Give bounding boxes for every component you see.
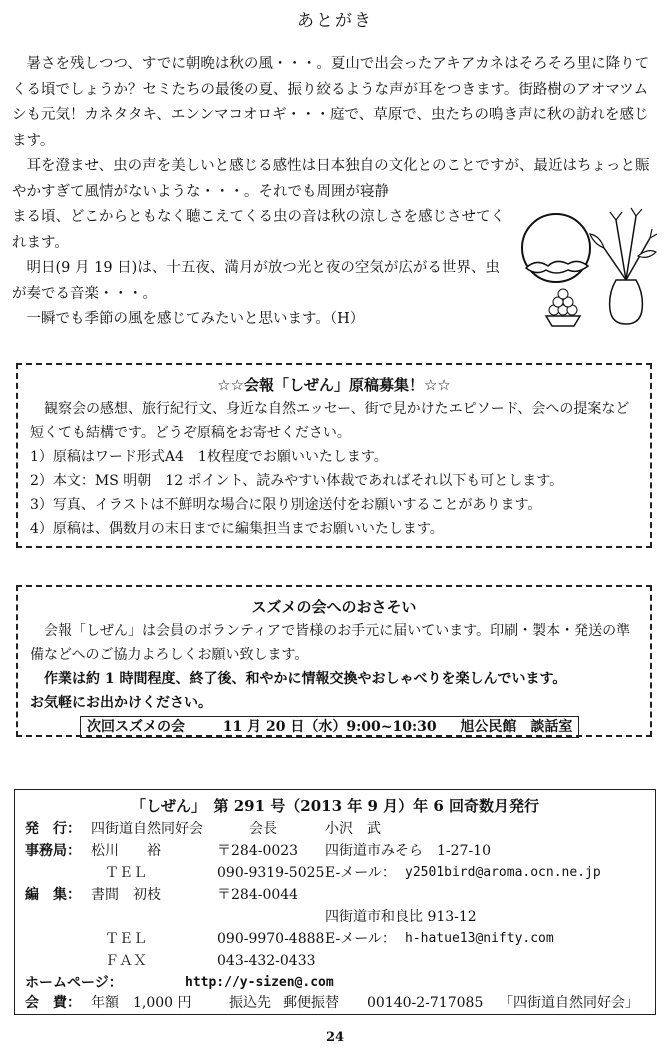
editor-email-label: E-メール：: [325, 931, 396, 947]
moon-viewing-illustration: [518, 198, 660, 328]
suzume-intro: 会報「しぜん」は会員のボランティアで皆様のお手元に届いています。印刷・製本・発送の準備などへのご協力よろしくお願い致します。: [30, 623, 631, 663]
suzume-invitation-box: [16, 585, 652, 737]
fee-label: 会 費：: [25, 995, 81, 1011]
pampas-grass-vase-icon: [590, 208, 657, 324]
editor-zip: 〒284-0044: [217, 887, 299, 903]
homepage-link[interactable]: http://y-sizen@.com: [185, 975, 334, 990]
editor-label: 編 集：: [25, 887, 81, 903]
editor-fax: 043-432-0433: [217, 953, 316, 969]
office-name: 松川 裕: [91, 843, 161, 859]
afterword-paragraph-1: 暑さを残しつつ、すでに朝晩は秋の風・・・。夏山で出会ったアキアカネはそろそろ里に降りてくる頃でしょうか？セミたちの最後の夏、振り絞るような声が耳をつきます。街路樹のアオマツムシも元気！カネタタキ、エンンマコオロギ・・・庭で、草原で、虫たちの鳴き声に秋の訪れを感じます。: [12, 56, 650, 149]
account-name: 「四街道自然同好会」: [499, 995, 639, 1011]
suzume-invite-note: お気軽にお出かけください。: [30, 695, 212, 711]
president-name: 小沢 武: [325, 821, 381, 837]
afterword-paragraph-3: 明日(9 月 19 日)は、十五夜、満月が放つ光と夜の空気が広がる世界、虫が奏でる音楽・・・。: [12, 260, 500, 302]
office-tel-label: ＴＥＬ: [105, 865, 147, 881]
homepage-label: ホームページ：: [25, 975, 123, 991]
issue-heading: 「しぜん」 第 291 号（2013 年 9 月）年 6 回奇数月発行: [131, 797, 539, 815]
office-email-label: E-メール：: [325, 865, 396, 881]
manuscript-call-box: [16, 363, 652, 548]
manuscript-item-3: 3）写真、イラストは不鮮明な場合に限り別途送付をお願いすることがあります。: [30, 497, 542, 513]
afterword-paragraph-4: 一瞬でも季節の風を感じてみたいと思います。（H）: [26, 311, 365, 327]
manuscript-item-2: 2）本文：MS 明朝 12 ポイント、読みやすい体裁であればそれ以下も可とします。: [30, 473, 564, 489]
afterword-title: あとがき: [297, 11, 373, 31]
office-label: 事務局：: [25, 843, 81, 859]
office-email-link[interactable]: y2501bird@aroma.ocn.ne.jp: [405, 865, 601, 880]
president-title: 会長: [249, 821, 277, 837]
transfer-type: 郵便振替: [283, 995, 339, 1011]
office-tel: 090-9319-5025: [217, 865, 325, 881]
account-number: 00140-2-717085: [367, 995, 484, 1011]
afterword-paragraph-2b: まる頃、どこからともなく聴こえてくる虫の音は秋の涼しさを感じさせてくれます。: [12, 209, 505, 251]
editor-name: 書間 初枝: [91, 887, 161, 903]
office-zip: 〒284-0023: [217, 843, 299, 859]
suzume-activity-note: 作業は約 1 時間程度、終了後、和やかに情報交換やおしゃべりを楽しんでいます。: [44, 671, 567, 687]
page-number: 24: [325, 1030, 345, 1045]
publisher-name: 四街道自然同好会: [91, 821, 203, 837]
afterword-paragraph-2a: 耳を澄ませ、虫の声を美しいと感じる感性は日本独自の文化とのことですが、最近はちょっと賑やかすぎて風情がないような・・・。それでも周囲が寝静: [12, 158, 650, 200]
schedule-label: 次回スズメの会: [87, 719, 185, 735]
manuscript-intro: 観察会の感想、旅行紀行文、身近な自然エッセー、街で見かけたエピソード、会への提案など短くても結構です。どうぞ原稿をお寄せください。: [30, 401, 630, 441]
schedule-date: 11 月 20 日（水）9:00~10:30: [222, 719, 437, 735]
manuscript-item-1: 1）原稿はワード形式A4 1枚程度でお願いいたします。: [30, 449, 388, 465]
publisher-label: 発 行：: [25, 821, 81, 837]
editor-tel: 090-9970-4888: [217, 931, 325, 947]
rice-dumpling-stand-icon: [546, 289, 580, 326]
editor-tel-label: ＴＥＬ: [105, 931, 147, 947]
office-address: 四街道市みそら 1-27-10: [325, 843, 491, 859]
transfer-label: 振込先: [229, 995, 271, 1011]
schedule-place: 旭公民館 談話室: [460, 719, 573, 735]
colophon-box: [14, 789, 656, 1015]
editor-email-link[interactable]: h-hatue13@nifty.com: [405, 931, 554, 946]
fee-amount: 年額 1,000 円: [91, 995, 192, 1011]
next-meeting-schedule: [80, 716, 579, 738]
manuscript-heading: ☆☆会報「しぜん」原稿募集！☆☆: [217, 376, 451, 394]
suzume-heading: スズメの会へのおさそい: [251, 598, 417, 616]
cloud-icon: [526, 261, 588, 273]
editor-address: 四街道市和良比 913-12: [325, 909, 477, 925]
manuscript-item-4: 4）原稿は、偶数月の末日までに編集担当までお願いいたします。: [30, 521, 444, 537]
fax-label: ＦＡＸ: [105, 953, 147, 969]
